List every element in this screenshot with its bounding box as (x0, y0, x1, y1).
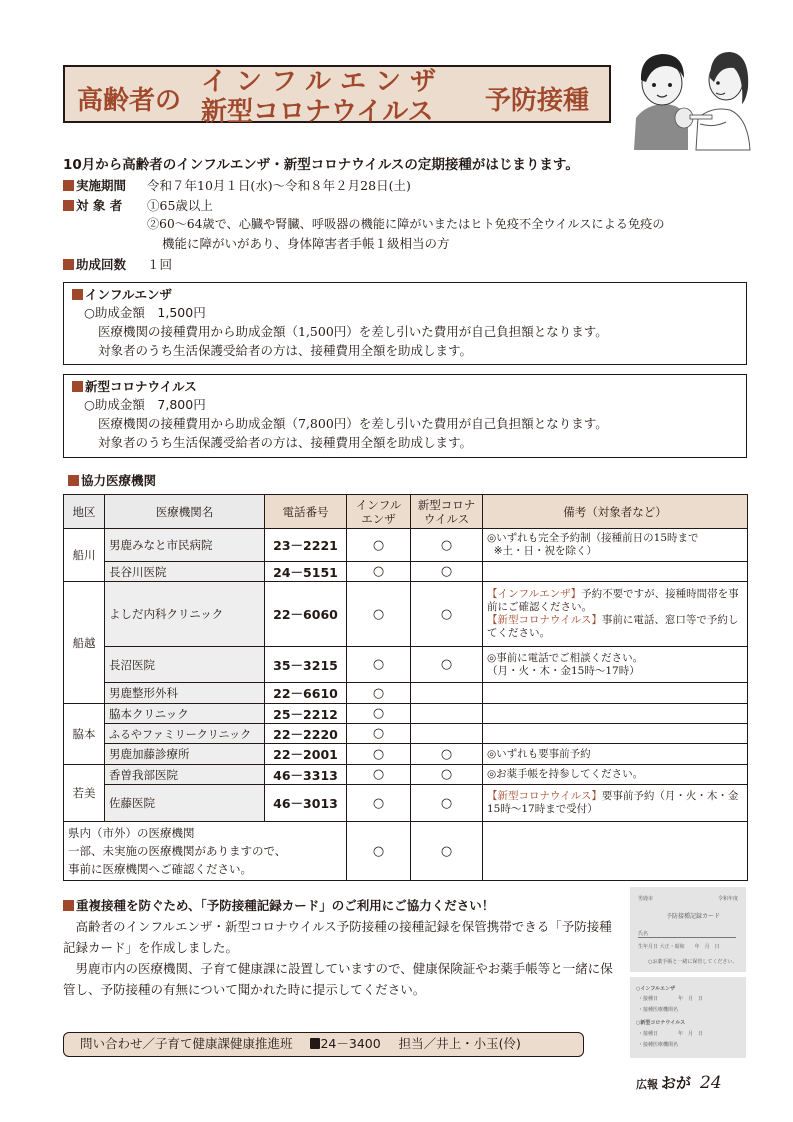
bullet-square-icon (72, 289, 83, 300)
covid-mark: ○ (411, 582, 483, 647)
clinic-note (483, 724, 748, 744)
clinic-tel: 25－2212 (265, 704, 347, 724)
clinic-tel: 46－3013 (265, 785, 347, 822)
covid-mark: ○ (411, 744, 483, 765)
clinic-name: ふるやファミリークリニック (105, 724, 265, 744)
table-row (64, 562, 748, 582)
title-banner (63, 65, 611, 127)
bullet-square-icon (68, 475, 79, 486)
contact-tel: 24－3400 (320, 1036, 381, 1051)
page-footer (636, 1072, 722, 1093)
influenza-mark: ○ (347, 529, 411, 562)
covid-mark-empty (411, 683, 483, 704)
influenza-mark: ○ (347, 765, 411, 785)
table-row (64, 785, 748, 822)
info-period (63, 176, 411, 194)
clinic-tel: 46－3313 (265, 765, 347, 785)
clinic-name: 脇本クリニック (105, 704, 265, 724)
record-card-section (63, 896, 618, 1000)
vaccination-illustration (626, 38, 751, 153)
bullet-square-icon (63, 259, 74, 270)
contact-bar (63, 1032, 584, 1057)
record-card-heading: 重複接種を防ぐため、「予防接種記録カード」のご利用にご協力ください！ (76, 898, 495, 913)
clinic-name: 佐藤医院 (105, 785, 265, 822)
target-2-line1: ②60～64歳で、心臓や腎臓、呼吸器の機能に障がいまたはヒト免疫不全ウイルスによる免疫の (147, 217, 665, 231)
table-section-title: 協力医療機関 (68, 471, 156, 489)
clinic-note: ◎いずれも完全予約制（接種前日の15時まで ※土・日・祝を除く） (483, 529, 748, 562)
table-row (64, 744, 748, 765)
bullet-square-icon (72, 381, 83, 392)
area-wakami: 若美 (64, 765, 105, 822)
clinic-note: ◎事前に電話でご相談ください。 （月・火・木・金15時～17時） (483, 647, 748, 683)
clinic-tel: 22－2220 (265, 724, 347, 744)
table-header-row (64, 495, 748, 529)
influenza-subsidy-box (63, 282, 747, 365)
contact-person: 担当／井上・小玉(伶) (398, 1036, 521, 1051)
contact-label: 問い合わせ／子育て健康課健康推進班 (80, 1036, 293, 1051)
table-row (64, 529, 748, 562)
clinic-note: ◎いずれも要事前予約 (483, 744, 748, 765)
record-card-para2: 男鹿市内の医療機関、子育て健康課に設置していますので、健康保険証やお薬手帳等と一緒に保管し、予防接種の有無について聞かれた時に提示してください。 (63, 961, 613, 997)
prefecture-note: 県内（市外）の医療機関 一部、未実施の医療機関がありますので、 事前に医療機関へご確認ください。 (64, 822, 347, 881)
title-covid: 新型コロナウイルス (201, 97, 434, 127)
covid-mark: ○ (411, 647, 483, 683)
info-target-2 (147, 215, 665, 232)
clinic-note (483, 683, 748, 704)
clinic-note: 【新型コロナウイルス】要事前予約（月・火・木・金15時～17時まで受付） (483, 785, 748, 822)
clinic-name: 男鹿みなと市民病院 (105, 529, 265, 562)
title-vaccination: 予防接種 (485, 86, 590, 116)
clinic-name: 長谷川医院 (105, 562, 265, 582)
table-row (64, 765, 748, 785)
header-note: 備考（対象者など） (483, 495, 748, 529)
covid-amount: ○助成金額 7,800円 (84, 397, 206, 412)
clinic-tel: 22－2001 (265, 744, 347, 765)
table-row (64, 704, 748, 724)
covid-mark: ○ (411, 562, 483, 582)
count-value: １回 (147, 257, 173, 272)
influenza-mark: ○ (347, 704, 411, 724)
clinic-tel: 23－2221 (265, 529, 347, 562)
covid-mark-empty (411, 724, 483, 744)
count-label: 助成回数 (76, 257, 127, 272)
target-1: ①65歳以上 (147, 198, 213, 213)
influenza-line2: 対象者のうち生活保護受給者の方は、接種費用全額を助成します。 (98, 343, 473, 358)
intro-text: 10月から高齢者のインフルエンザ・新型コロナウイルスの定期接種がはじまります。 (63, 157, 579, 173)
record-card-front-image: 男鹿市 令和年度 予防接種記録カード 氏名 生年月日 大正・昭和 年 月 日 ○お薬手帳と一緒に保管してください。 (630, 887, 746, 972)
info-count (63, 255, 172, 273)
clinic-note (483, 822, 748, 881)
covid-mark: ○ (411, 529, 483, 562)
header-covid: 新型コロナ ウイルス (411, 495, 483, 529)
header-name: 医療機関名 (105, 495, 265, 529)
covid-mark: ○ (411, 785, 483, 822)
covid-line1: 医療機関の接種費用から助成金額（7,800円）を差し引いた費用が自己負担額となります。 (98, 416, 608, 431)
header-tel: 電話番号 (265, 495, 347, 529)
table-row-prefecture (64, 822, 748, 881)
bullet-square-icon (63, 180, 74, 191)
area-wakimoto: 脇本 (64, 704, 105, 765)
clinic-tel: 35－3215 (265, 647, 347, 683)
header-influenza: インフル エンザ (347, 495, 411, 529)
area-funakawa: 船川 (64, 529, 105, 582)
header-area: 地区 (64, 495, 105, 529)
table-row (64, 724, 748, 744)
covid-mark-empty (411, 704, 483, 724)
title-influenza: インフルエンザ (201, 67, 445, 97)
table-row (64, 647, 748, 683)
influenza-line1: 医療機関の接種費用から助成金額（1,500円）を差し引いた費用が自己負担額となります。 (98, 324, 608, 339)
influenza-mark: ○ (347, 724, 411, 744)
influenza-box-title: インフルエンザ (85, 287, 173, 302)
covid-line2: 対象者のうち生活保護受給者の方は、接種費用全額を助成します。 (98, 435, 473, 450)
clinic-name: 男鹿加藤診療所 (105, 744, 265, 765)
influenza-mark: ○ (347, 785, 411, 822)
clinic-name: よしだ内科クリニック (105, 582, 265, 647)
bullet-square-icon (63, 900, 74, 911)
influenza-mark: ○ (347, 744, 411, 765)
clinic-note (483, 704, 748, 724)
clinic-tel: 22－6610 (265, 683, 347, 704)
clinic-note (483, 562, 748, 582)
covid-mark: ○ (411, 822, 483, 881)
period-value: 令和７年10月１日(水)～令和８年２月28日(土) (147, 178, 411, 193)
title-elderly: 高齢者の (77, 86, 182, 116)
record-card-back-image: ○インフルエンザ ・接種日 年 月 日 ・接種医療機関名 ○新型コロナウイルス ・接種日 年 月 日 ・接種医療機関名 (630, 977, 746, 1058)
bullet-square-icon (63, 200, 74, 211)
covid-box-title: 新型コロナウイルス (85, 379, 197, 394)
target-label: 対 象 者 (76, 198, 123, 213)
table-row (64, 582, 748, 647)
influenza-mark: ○ (347, 562, 411, 582)
influenza-mark: ○ (347, 647, 411, 683)
influenza-mark: ○ (347, 683, 411, 704)
clinic-tel: 24－5151 (265, 562, 347, 582)
target-2-line2: 機能に障がいがあり、身体障害者手帳１級相当の方 (162, 236, 450, 251)
clinic-note: ◎お薬手帳を持参してください。 (483, 765, 748, 785)
clinic-note: 【インフルエンザ】予約不要ですが、接種時間帯を事前にご確認ください。 【新型コロナウイルス】事前に電話、窓口等で予約してください。 (483, 582, 748, 647)
clinic-name: 男鹿整形外科 (105, 683, 265, 704)
footer-name: おが (661, 1074, 692, 1092)
period-label: 実施期間 (76, 178, 127, 193)
covid-subsidy-box (63, 374, 747, 458)
phone-icon (310, 1038, 320, 1049)
record-card-para1: 高齢者のインフルエンザ・新型コロナウイルス予防接種の接種記録を保管携帯できる「予防接種記録カード」を作成しました。 (63, 919, 612, 955)
clinic-name: 長沼医院 (105, 647, 265, 683)
info-target-2b (162, 234, 450, 252)
area-funakoshi: 船越 (64, 582, 105, 704)
influenza-amount: ○助成金額 1,500円 (84, 305, 206, 320)
covid-mark: ○ (411, 765, 483, 785)
influenza-mark: ○ (347, 582, 411, 647)
info-target (63, 196, 213, 214)
clinic-tel: 22－6060 (265, 582, 347, 647)
clinic-name: 香曽我部医院 (105, 765, 265, 785)
footer-publisher: 広報 (636, 1078, 658, 1091)
medical-institutions-table (63, 494, 748, 881)
influenza-mark: ○ (347, 822, 411, 881)
table-row (64, 683, 748, 704)
page-number: 24 (700, 1073, 722, 1093)
